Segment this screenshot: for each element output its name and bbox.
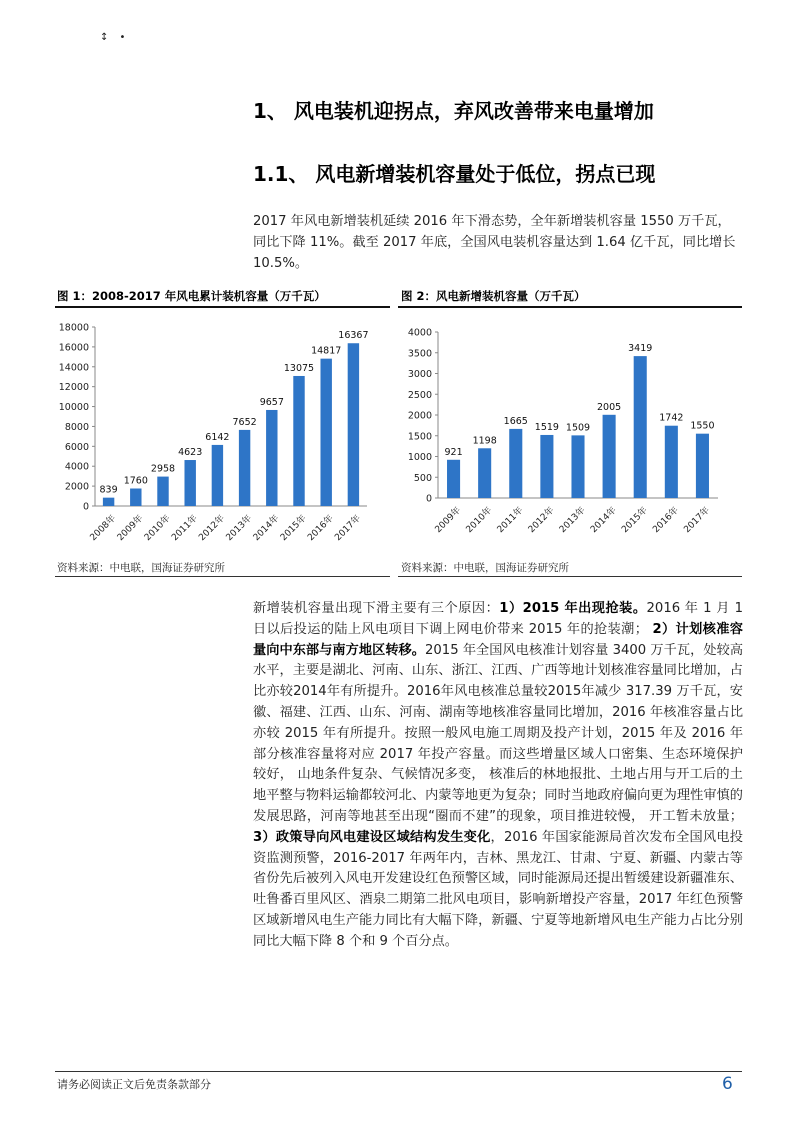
bar bbox=[540, 435, 553, 498]
y-tick-label: 2000 bbox=[407, 410, 432, 422]
subsection-heading: 1.1、 风电新增装机容量处于低位，拐点已现 bbox=[253, 162, 656, 186]
bar bbox=[634, 356, 647, 498]
header-marks: ↕ • bbox=[100, 32, 130, 43]
bar bbox=[157, 477, 168, 506]
bar-value-label: 1550 bbox=[690, 420, 715, 432]
x-tick-label: 2017年 bbox=[682, 505, 713, 536]
bar-value-label: 1760 bbox=[123, 475, 148, 487]
body-text-1: 新增装机容量出现下滑主要有三个原因： bbox=[253, 601, 500, 616]
bar-value-label: 3419 bbox=[628, 343, 653, 355]
y-tick-label: 3500 bbox=[407, 348, 432, 360]
x-tick-label: 2009年 bbox=[115, 513, 146, 544]
body-paragraph bbox=[253, 599, 743, 953]
y-tick-label: 8000 bbox=[64, 421, 89, 433]
bar-value-label: 16367 bbox=[338, 330, 369, 342]
figure-2-chart bbox=[398, 314, 742, 558]
x-tick-label: 2012年 bbox=[197, 513, 227, 544]
bar bbox=[103, 498, 114, 506]
y-tick-label: 1000 bbox=[407, 452, 432, 463]
x-tick-label: 2011年 bbox=[495, 505, 526, 536]
y-tick-label: 0 bbox=[425, 493, 432, 505]
x-tick-label: 2017年 bbox=[333, 513, 363, 544]
bar bbox=[447, 460, 460, 498]
intro-paragraph: 2017 年风电新增装机延续 2016 年下滑态势，全年新增装机容量 1550 万千瓦，同比下降 11%。截至 2017 年底，全国风电装机容量达到 1.64 亿千瓦，同比增长 10.5%。 bbox=[253, 214, 736, 271]
footer-rule bbox=[55, 1071, 742, 1072]
body-text-3: 2015 年全国风电核准计划容量 3400 万千瓦，处较高水平，主要是湖北、河南、山东、浙江、江西、广西等地计划核准容量同比增加，占比亦较2014年有所提升。2016年风电核准总量较2015年减少 317.39 万千瓦，安徽、福建、江西、山东、河南、湖南等地核准容量同比增加，2016 年核准容量占比亦较 2015 年有所提升。按照一般风电施工周期及投产计划，2015 年及 2016 年部分核准容量将对应 2017 年投产容量。而这些增量区域人口密集、生态环境保护较好， 山地条件复杂、气候情况多变， 核准后的林地报批、土地占用与开工后的土地平整与物料运输都较河北、内蒙等地更为复杂；同时当地政府偏向更为理性审慎的发展思路，河南等地甚至出现“圈而不建”的现象，项目推进较慢， 开工暂未放量； bbox=[253, 642, 744, 824]
bar-value-label: 1665 bbox=[503, 415, 528, 427]
x-tick-label: 2010年 bbox=[142, 513, 173, 544]
reason-3: 3）政策导向风电建设区域结构发生变化 bbox=[253, 829, 491, 845]
reason-1: 1）2015 年出现抢装。 bbox=[499, 601, 647, 616]
x-tick-label: 2013年 bbox=[224, 513, 255, 544]
bar-value-label: 1742 bbox=[659, 412, 684, 424]
y-tick-label: 18000 bbox=[58, 322, 89, 334]
y-tick-label: 6000 bbox=[64, 441, 89, 453]
y-tick-label: 1500 bbox=[407, 431, 432, 443]
bar bbox=[184, 460, 195, 506]
y-tick-label: 3000 bbox=[407, 369, 432, 380]
figure-1-chart bbox=[55, 314, 390, 558]
y-tick-label: 500 bbox=[413, 472, 432, 484]
y-tick-label: 0 bbox=[82, 501, 89, 513]
y-tick-label: 2500 bbox=[407, 389, 432, 401]
cumulative-capacity-bar-chart bbox=[55, 314, 390, 554]
reason-2: 2）计划核准容量向中东部与南方地区转移。 bbox=[253, 621, 743, 658]
section-heading: 1、 风电装机迎拐点，弃风改善带来电量增加 bbox=[253, 99, 654, 123]
bar bbox=[509, 429, 522, 498]
y-tick-label: 10000 bbox=[58, 402, 89, 414]
y-tick-label: 2000 bbox=[64, 481, 89, 493]
x-tick-label: 2009年 bbox=[433, 505, 464, 536]
bar-value-label: 2005 bbox=[597, 401, 622, 413]
bar bbox=[348, 343, 359, 506]
bar bbox=[696, 434, 709, 498]
figure-1-source-rule bbox=[55, 576, 390, 577]
bar bbox=[130, 488, 141, 506]
bar-value-label: 14817 bbox=[311, 345, 342, 357]
y-tick-label: 14000 bbox=[58, 362, 89, 374]
bar-value-label: 4623 bbox=[178, 447, 203, 459]
bar-value-label: 1198 bbox=[472, 435, 497, 447]
figure-1-rule bbox=[55, 306, 390, 308]
bar bbox=[320, 359, 331, 506]
figure-2-source-rule bbox=[398, 576, 742, 577]
x-tick-label: 2016年 bbox=[651, 505, 681, 536]
new-capacity-bar-chart bbox=[398, 314, 742, 554]
bar-value-label: 839 bbox=[99, 484, 118, 496]
bar bbox=[665, 426, 678, 498]
page-number: 6 bbox=[722, 1074, 733, 1094]
x-tick-label: 2014年 bbox=[251, 513, 282, 544]
x-tick-label: 2014年 bbox=[589, 505, 619, 536]
x-tick-label: 2012年 bbox=[526, 505, 557, 536]
bar-value-label: 6142 bbox=[205, 431, 230, 443]
bar-value-label: 1509 bbox=[565, 422, 591, 434]
y-tick-label: 4000 bbox=[407, 327, 432, 339]
bar-value-label: 2958 bbox=[150, 463, 176, 475]
bar bbox=[571, 435, 584, 498]
figure-2-rule bbox=[398, 306, 742, 308]
bar bbox=[239, 430, 250, 506]
bar bbox=[293, 376, 304, 506]
bar-value-label: 13075 bbox=[283, 362, 315, 374]
bar-value-label: 9657 bbox=[259, 396, 284, 408]
bar bbox=[478, 448, 491, 498]
figure-1-source: 资料来源：中电联，国海证券研究所 bbox=[57, 562, 225, 574]
bar-value-label: 1519 bbox=[534, 421, 559, 433]
footer-disclaimer[interactable]: 请务必阅读正文后免责条款部分 bbox=[57, 1078, 211, 1091]
body-text-4: ，2016 年国家能源局首次发布全国风电投资监测预警，2016-2017 年两年内，吉林、黑龙江、甘肃、宁夏、新疆、内蒙古等省份先后被列入风电开发建设红色预警区域，同时能源局还提出暂缓建设新疆准东、吐鲁番百里风区、酒泉二期第二批风电项目，影响新增投产容量，2017 年红色预警区域新增风电生产能力同比有大幅下降，新疆、宁夏等地新增风电生产能力占比分别同比大幅下降 8 个和 9 个百分点。 bbox=[253, 829, 743, 949]
x-tick-label: 2008年 bbox=[88, 513, 119, 544]
body-text-2: 2016 年 1 月 1 日以后投运的陆上风电项目下调上网电价带来 2015 年的抢装潮； bbox=[253, 601, 744, 637]
bar-value-label: 921 bbox=[444, 446, 463, 458]
bar-value-label: 7652 bbox=[232, 416, 257, 428]
y-tick-label: 4000 bbox=[64, 461, 89, 473]
bar bbox=[603, 415, 616, 498]
bar bbox=[212, 445, 223, 506]
figure-2-title: 图 2：风电新增装机容量（万千瓦） bbox=[401, 289, 586, 303]
y-tick-label: 12000 bbox=[58, 382, 89, 394]
x-tick-label: 2011年 bbox=[170, 513, 200, 544]
x-tick-label: 2013年 bbox=[557, 505, 588, 536]
x-tick-label: 2015年 bbox=[278, 513, 309, 544]
y-tick-label: 16000 bbox=[58, 342, 89, 354]
bar bbox=[266, 410, 277, 506]
figure-2-source: 资料来源：中电联，国海证券研究所 bbox=[401, 562, 569, 574]
x-tick-label: 2015年 bbox=[620, 505, 650, 536]
x-tick-label: 2010年 bbox=[464, 505, 495, 536]
x-tick-label: 2016年 bbox=[306, 513, 336, 544]
figure-1-title: 图 1：2008-2017 年风电累计装机容量（万千瓦） bbox=[57, 289, 326, 303]
